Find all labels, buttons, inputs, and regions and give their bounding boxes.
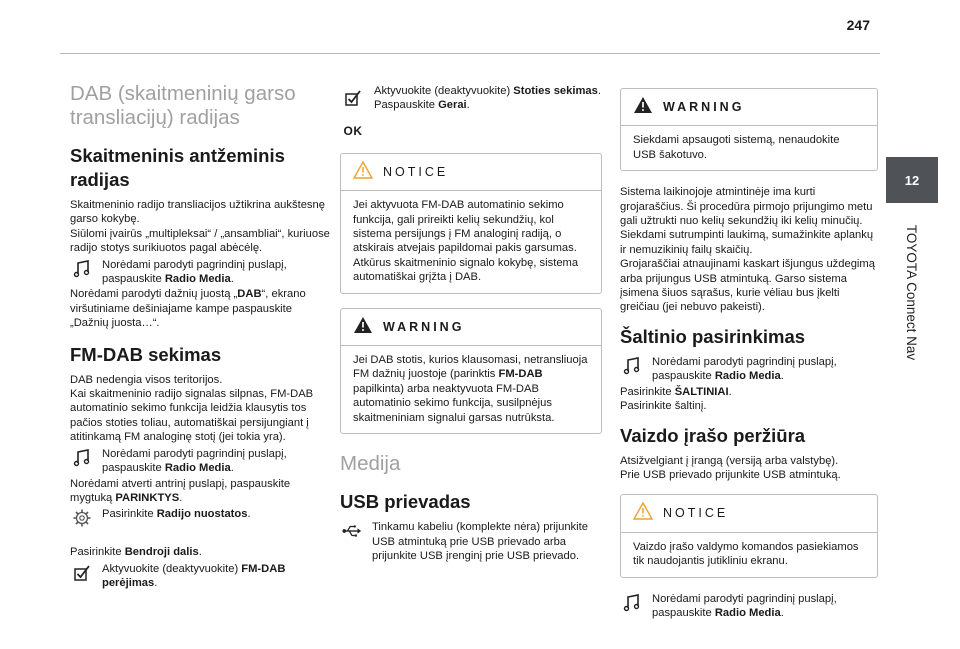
section-title-dab: DAB (skaitmeninių garso transliacijų) radijas xyxy=(70,82,296,129)
warning-text: Siekdami apsaugoti sistemą, nenaudokite USB šakotuvo. xyxy=(633,134,840,161)
step-bold: Radio Media xyxy=(714,370,781,383)
column-left xyxy=(70,82,332,592)
notice-header xyxy=(341,154,601,191)
step-bold: FM-DAB perėjimas xyxy=(102,562,286,590)
step-end: . xyxy=(230,273,234,286)
step-end: . xyxy=(780,606,784,619)
text: papilkinta) arba neaktyvuota FM-DAB automatinio sekimo funkcija, susilpnėjus skaitmeniniam signalui garsas nutrūksta. xyxy=(353,382,555,424)
step-bold: Radio Media xyxy=(164,273,231,286)
step-bold: Radio Media xyxy=(164,462,231,475)
paragraph: Atsižvelgiant į įrangą (versiją arba valstybę). xyxy=(620,454,839,467)
step-text: Norėdami parodyti pagrindinį puslapį, paspauskite xyxy=(652,592,837,619)
music-note-icon xyxy=(620,592,644,618)
notice-text: Jei aktyvuota FM-DAB automatinio sekimo funkcija, gali prireikti kelių sekundžių, kol sistema persijungs į FM analoginį radiją, o atskirais atvejais papildomai pakis garsumas. Atkūrus skaitmeninio signalo kokybę, sistema automatiškai grįžta į DAB. xyxy=(353,199,579,284)
text-bold: Bendroji dalis xyxy=(124,546,199,559)
step-text: Norėdami parodyti pagrindinį puslapį, paspauskite xyxy=(652,355,837,383)
warning-triangle-icon xyxy=(633,96,653,118)
chapter-title-text: TOYOTA Connect Nav xyxy=(904,224,920,360)
music-note-icon xyxy=(70,447,94,473)
step-row xyxy=(620,592,878,621)
checkbox-icon xyxy=(343,88,363,112)
paragraph: Siūlomi įvairūs „multipleksai“ / „ansambliai“, kuriuose radijo stotys surikiuotos pagal abėcėlę. xyxy=(70,227,330,255)
step-text: Norėdami parodyti pagrindinį puslapį, paspauskite xyxy=(102,258,287,286)
step-row xyxy=(70,562,332,591)
step-row xyxy=(70,258,332,287)
text: Pasirinkite xyxy=(70,546,125,559)
step-text: Aktyvuokite (deaktyvuokite) xyxy=(374,85,514,97)
music-note-icon xyxy=(620,355,644,381)
checkbox-icon xyxy=(70,562,94,588)
step-text: Aktyvuokite (deaktyvuokite) xyxy=(102,562,242,575)
notice-triangle-icon xyxy=(633,502,653,524)
heading-usb: USB prievadas xyxy=(340,491,471,513)
heading-fm-dab: FM-DAB sekimas xyxy=(70,343,222,365)
step-icons xyxy=(340,84,366,139)
music-note-icon xyxy=(70,258,94,284)
notice-header xyxy=(621,495,877,532)
section-title-media: Medija xyxy=(340,452,401,476)
column-right xyxy=(620,84,878,621)
step-end: . xyxy=(247,508,251,521)
warning-triangle-icon xyxy=(353,316,373,338)
warning-header xyxy=(621,89,877,126)
text-bold: FM-DAB xyxy=(498,368,543,381)
paragraph: Skaitmeninio radijo transliacijos užtikrina aukštesnę garso kokybę. xyxy=(70,199,325,226)
step-text: Paspauskite xyxy=(374,99,439,112)
warning-label: WARNING xyxy=(663,100,745,114)
text: “, ekrano viršutiniame dešiniajame kampe paspauskite „Dažnių juosta…“. xyxy=(70,288,306,330)
step-text: Norėdami parodyti pagrindinį puslapį, paspauskite xyxy=(102,447,287,475)
text: Norėdami parodyti dažnių juostą „ xyxy=(70,288,238,301)
heading-video-playback: Vaizdo įrašo peržiūra xyxy=(620,424,806,446)
step-bold: Radio Media xyxy=(714,606,781,619)
step-end: . xyxy=(154,577,158,590)
chapter-title xyxy=(884,222,940,362)
step-end: . xyxy=(230,462,234,475)
paragraph: Grojaraščiai atnaujinami kaskart išjungus uždegimą arba prijungus USB atmintuką. Garso sistema įsimena šiuos sąrašus, kurie vėliau bus įkelti greičiau (jei nebuvo pakeisti). xyxy=(620,258,875,314)
paragraph xyxy=(70,477,332,506)
notice-triangle-icon xyxy=(353,161,373,183)
notice-label: NOTICE xyxy=(663,506,729,521)
usb-icon xyxy=(340,520,364,546)
step-row xyxy=(70,507,332,533)
text: . xyxy=(198,546,202,559)
warning-box xyxy=(340,308,602,434)
text: Norėdami atverti antrinį puslapį, paspauskite mygtuką xyxy=(70,477,291,504)
step-bold: Gerai xyxy=(438,99,467,112)
usb-text: Tinkamu kabeliu (komplekte nėra) prijunkite USB atmintuką prie USB prievado arba prijunkite USB įrenginį prie USB prievado. xyxy=(372,521,588,562)
paragraph: Sistema laikinojoje atmintinėje ima kurti grojaraščius. Ši procedūra pirmojo prijungimo metu gali užtrukti nuo kelių sekundžių iki kelių minučių. xyxy=(620,186,873,228)
paragraph: Prie USB prievado prijunkite USB atmintuką. xyxy=(620,468,841,481)
paragraph xyxy=(70,287,332,330)
paragraph xyxy=(70,545,332,559)
step-row xyxy=(620,355,878,384)
warning-header xyxy=(341,309,601,346)
step-text: Pasirinkite xyxy=(102,508,157,521)
step-row xyxy=(340,84,602,139)
text-bold: PARINKTYS xyxy=(115,491,180,504)
step-end: . xyxy=(780,370,784,383)
step-row xyxy=(340,520,602,563)
settings-gear-icon xyxy=(70,507,94,533)
notice-text: Vaizdo įrašo valdymo komandos pasiekiamos tik naudojantis jutikliniu ekranu. xyxy=(633,540,859,568)
paragraph: Siekdami sutrumpinti laukimą, sumažinkite aplankų ir nemuzikinių failų skaičių. xyxy=(620,229,874,256)
warning-label: WARNING xyxy=(383,319,465,334)
text: Pasirinkite xyxy=(620,385,675,398)
step-row xyxy=(70,447,332,476)
text-bold: ŠALTINIAI xyxy=(674,385,729,398)
heading-digital-radio: Skaitmeninis antžeminis radijas xyxy=(70,145,285,190)
step-end: . xyxy=(597,85,601,97)
step-bold: Radijo nuostatos xyxy=(156,508,248,521)
text-bold: DAB xyxy=(237,288,262,301)
text: Jei DAB stotis, kurios klausomasi, netransliuoja FM dažnių juostoje (parinktis xyxy=(353,354,588,381)
paragraph xyxy=(620,385,878,399)
notice-label: NOTICE xyxy=(383,164,449,179)
paragraph: Kai skaitmeninio radijo signalas silpnas, FM-DAB automatinio sekimo funkcija leidžia klausytis tos pačios stoties toliau, automatiškai persijungiant į atitinkamą FM analoginę stotį (jei tokia yra). xyxy=(70,388,314,444)
paragraph: Pasirinkite šaltinį. xyxy=(620,400,707,413)
paragraph: DAB nedengia visos teritorijos. xyxy=(70,373,223,386)
heading-source-selection: Šaltinio pasirinkimas xyxy=(620,325,806,347)
text: . xyxy=(728,385,732,398)
chapter-tab: 12 xyxy=(886,157,938,203)
warning-box xyxy=(620,88,878,171)
notice-box xyxy=(340,153,602,294)
warning-text xyxy=(341,346,601,433)
notice-box xyxy=(620,494,878,577)
page-number: 247 xyxy=(846,17,870,33)
ok-label: OK xyxy=(343,124,363,139)
step-end: . xyxy=(466,99,470,112)
column-middle xyxy=(340,84,602,564)
top-rule xyxy=(60,53,880,54)
text: . xyxy=(179,491,183,504)
step-bold: Stoties sekimas xyxy=(513,85,598,97)
